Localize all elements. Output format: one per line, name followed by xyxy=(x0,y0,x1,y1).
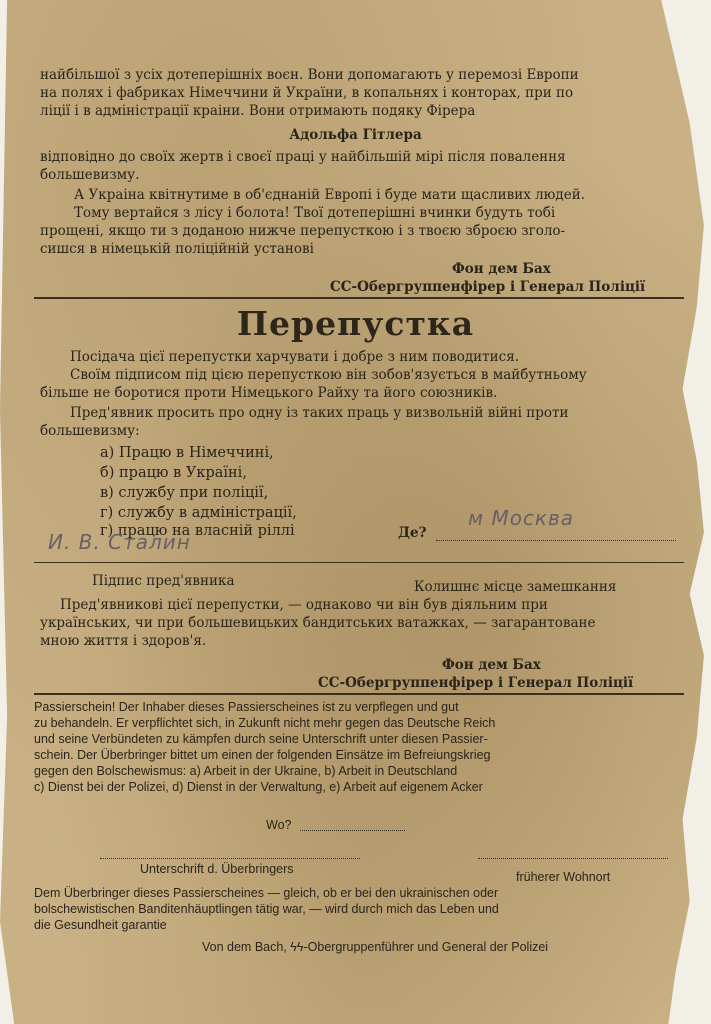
de-line-3: und seine Verbündeten zu kämpfen durch seine Unterschrift unter diesen Passier- xyxy=(34,732,488,746)
de-guarantee-line-2: bolschewistischen Banditenhäuptlingen tätig war, — wird durch mich das Leben und xyxy=(34,902,499,916)
guarantee-line-3: мною життя і здоров'я. xyxy=(40,633,207,649)
pass-line-3: більше не боротися проти Німецького Райху та його союзників. xyxy=(40,385,498,401)
option-a: а) Працю в Німеччині, xyxy=(100,445,274,461)
pass-line-1: Посідача цієї перепустки харчувати і добре з ним поводитися. xyxy=(70,349,520,365)
de-line-5: gegen den Bolschewismus: a) Arbeit in der Ukraine, b) Arbeit in Deutschland xyxy=(34,764,458,778)
de-line-2: zu behandeln. Er verpflichtet sich, in Zukunft nicht mehr gegen das Deutsche Reich xyxy=(34,716,496,730)
signer-name-top: Фон дем Бах xyxy=(452,261,551,277)
pass-line-5: большевизму: xyxy=(40,423,140,439)
where-handwritten: м Москва xyxy=(468,506,575,530)
de-residence-line xyxy=(478,858,668,859)
divider-middle xyxy=(34,693,684,695)
signer-name-bottom: Фон дем Бах xyxy=(442,657,541,673)
former-residence-label: Колишнє місце замешкання xyxy=(414,579,617,595)
pass-title: Перепустка xyxy=(236,304,475,343)
ua-body-line-1: відповідно до своїх жертв і своєї праці у найбільшій мірі після повалення xyxy=(40,149,566,165)
de-line-6: c) Dienst bei der Polizei, d) Dienst in der Verwaltung, e) Arbeit auf eigenem Acker xyxy=(34,780,483,794)
signer-rank-bottom: СС-Обергруппенфірер і Генерал Поліції xyxy=(318,675,634,691)
guarantee-line-1: Пред'явникові цієї перепустки, — однаково чи він був діяльним при xyxy=(60,597,548,613)
de-where-line xyxy=(300,830,405,831)
ua-body-line-2: большевизму. xyxy=(40,167,140,183)
de-residence-label: früherer Wohnort xyxy=(516,870,611,884)
de-guarantee-line-3: die Gesundheit garantie xyxy=(34,918,167,932)
ua-body-line-6: сишся в німецькій поліційній установі xyxy=(40,241,314,257)
pass-line-4: Пред'явник просить про одну із таких праць у визвольній війні проти xyxy=(70,405,569,421)
option-b: б) працю в Україні, xyxy=(100,465,247,481)
de-guarantee-line-1: Dem Überbringer dieses Passierscheines — gleich, ob er bei den ukrainischen oder xyxy=(34,886,499,900)
where-line xyxy=(436,540,676,541)
de-line-4: schein. Der Überbringer bittet um einen der folgenden Einsätze im Befreiungskrieg xyxy=(34,748,491,762)
signature-line xyxy=(34,562,684,563)
divider-top xyxy=(34,297,684,299)
ua-body-line-3: А Украіна квітнутиме в об'єднаній Европі і буде мати щасливих людей. xyxy=(74,187,586,203)
ua-body-line-4: Тому вертайся з лісу і болота! Твої дотеперішні вчинки будуть тобі xyxy=(74,205,556,221)
option-v: в) службу при поліції, xyxy=(100,485,269,501)
fuhrer-name: Адольфа Гітлера xyxy=(289,127,422,143)
de-sign-label: Unterschrift d. Überbringers xyxy=(140,862,294,876)
signer-rank-top: СС-Обергруппенфірер і Генерал Поліції xyxy=(330,279,646,295)
where-label: Де? xyxy=(398,525,427,541)
ua-intro-line-3: ліції і в адміністрації краіни. Вони отримають подяку Фірера xyxy=(40,103,476,119)
option-g2: г) працю на власній ріллі xyxy=(100,523,295,539)
de-sign-line xyxy=(100,858,360,859)
option-g: г) службу в адміністрації, xyxy=(100,505,297,521)
sign-label: Підпис пред'явника xyxy=(92,573,235,589)
de-signature: Von dem Bach, ϟϟ-Obergruppenführer und General der Polizei xyxy=(202,940,549,954)
pass-line-2: Своїм підписом під цією перепусткою він зобов'язується в майбутньому xyxy=(70,367,587,383)
de-line-1: Passierschein! Der Inhaber dieses Passierscheines ist zu verpflegen und gut xyxy=(34,700,459,714)
signature-handwritten: И. В. Сталин xyxy=(48,530,191,554)
guarantee-line-2: українських, чи при большевицьких бандитських ватажках, — загарантоване xyxy=(40,615,596,631)
de-where-label: Wo? xyxy=(266,818,292,832)
ua-intro-line-2: на полях і фабриках Німеччини й України, в копальнях і конторах, при по xyxy=(40,85,574,101)
ua-intro-line-1: найбільшої з усіх дотеперішніх воєн. Вони допомагають у перемозі Европи xyxy=(40,67,579,83)
ua-body-line-5: прощені, якщо ти з доданою нижче перепусткою і з твоєю зброєю зголо- xyxy=(40,223,566,239)
